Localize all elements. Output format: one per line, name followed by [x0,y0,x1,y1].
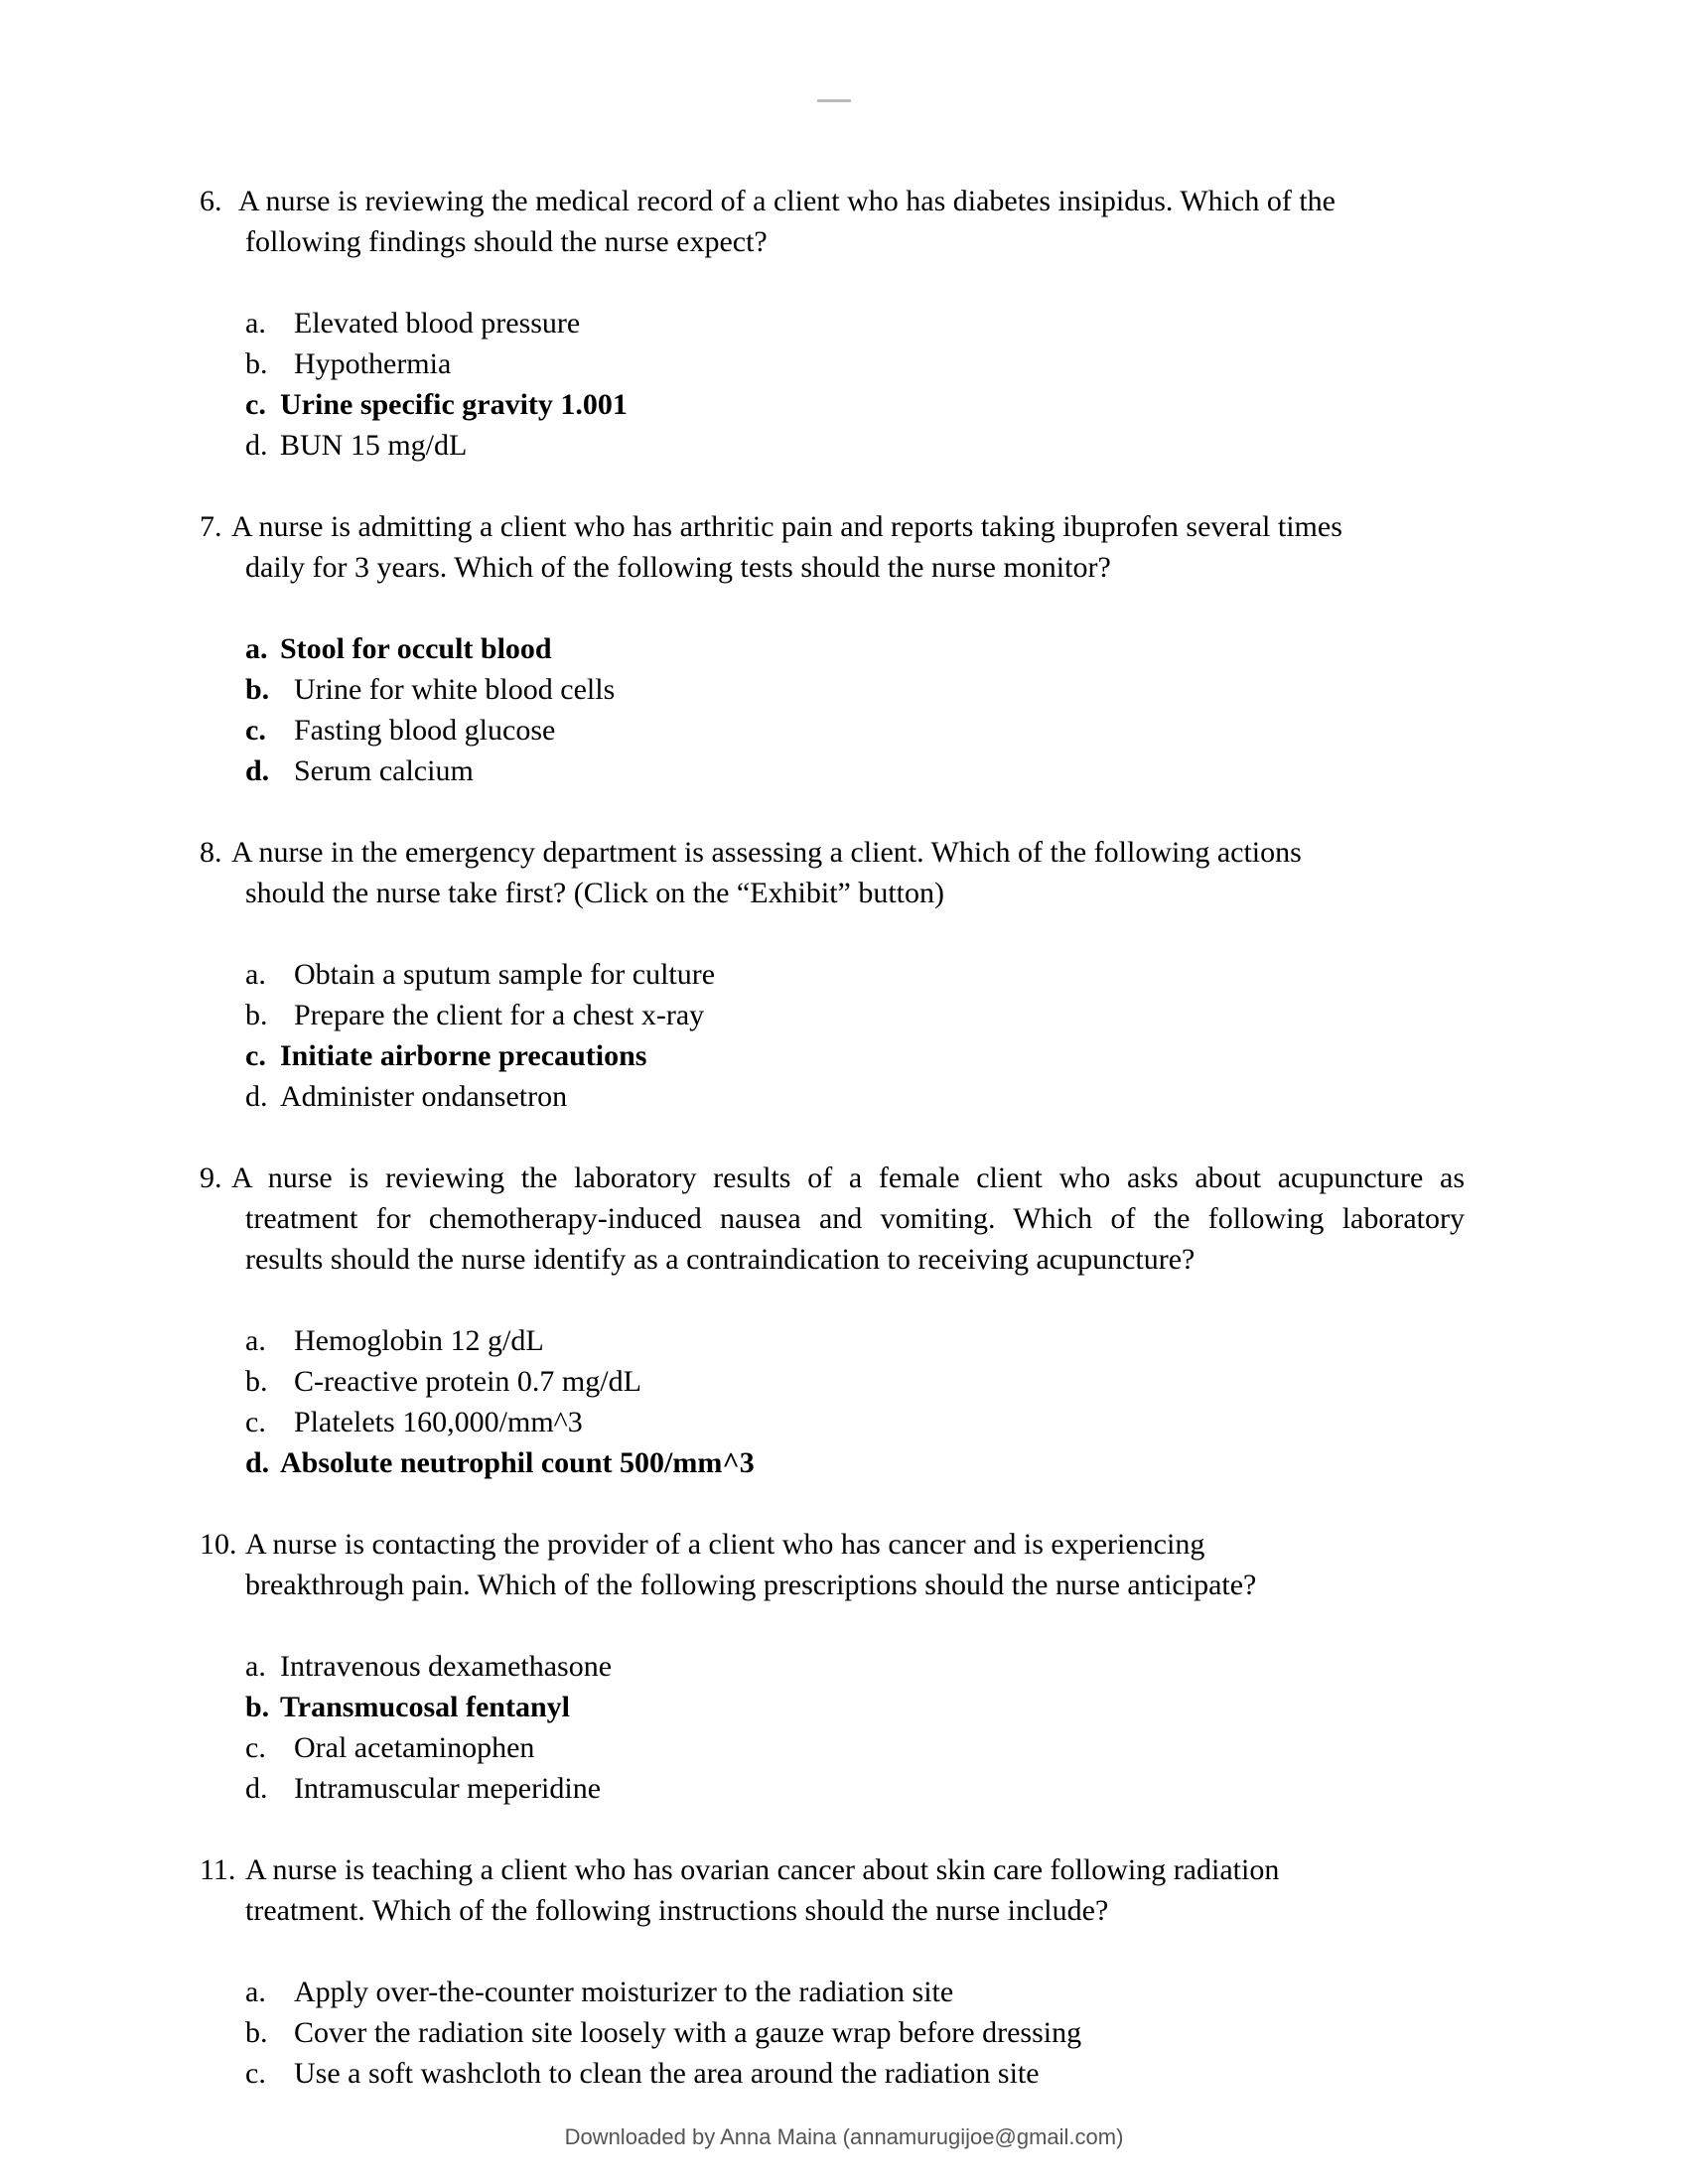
question-10 [0,1524,1688,1849]
question-text: following findings should the nurse expect? [245,225,768,258]
question-line [0,1849,1688,1890]
question-line [0,221,1688,262]
question-9 [0,1158,1688,1524]
option-text: Administer ondansetron [280,1080,568,1113]
question-line [0,1198,1688,1239]
option-letter: c. [245,714,266,747]
option-letter: d. [245,1446,270,1479]
option-text: Serum calcium [294,754,474,787]
option-text: Elevated blood pressure [294,307,581,340]
answer-option-b [0,669,1688,710]
option-text: BUN 15 mg/dL [280,429,468,462]
question-11 [0,1849,1688,2094]
question-text: daily for 3 years. Which of the following tests should the nurse monitor? [245,551,1111,584]
answer-option-b [0,2012,1688,2053]
question-line [0,873,1688,913]
answer-option-b [0,995,1688,1035]
question-line [0,1565,1688,1605]
question-number: 11. [200,1853,236,1886]
question-number: 7. [200,510,222,543]
question-text: A nurse in the emergency department is assessing a client. Which of the following actions [231,836,1302,869]
correct-answer-text: Transmucosal fentanyl [280,1691,570,1723]
option-text: Hemoglobin 12 g/dL [294,1324,544,1357]
correct-answer-text: Absolute neutrophil count 500/mm^3 [280,1446,755,1479]
option-letter: b. [245,673,270,706]
answer-option-a [0,1972,1688,2012]
question-line [0,1890,1688,1931]
question-list [0,181,1688,2094]
option-letter: d. [245,429,268,462]
question-number: 6. [200,185,222,217]
answer-option-a [0,1646,1688,1687]
answer-option-d [0,751,1688,791]
option-letter: a. [245,1976,266,2008]
question-text: breakthrough pain. Which of the following prescriptions should the nurse anticipate? [245,1569,1257,1601]
option-letter: c. [245,1731,266,1764]
option-letter: a. [245,307,266,340]
question-line [0,547,1688,588]
option-letter: c. [245,388,266,421]
question-text: A nurse is admitting a client who has arthritic pain and reports taking ibuprofen several times [231,510,1342,543]
question-text: A nurse is reviewing the medical record of a client who has diabetes insipidus. Which of the [238,185,1336,217]
question-line [0,506,1688,547]
answer-option-c [0,384,1688,425]
question-8 [0,832,1688,1158]
question-number: 10. [200,1528,237,1561]
option-text: C-reactive protein 0.7 mg/dL [294,1365,641,1398]
answer-option-c [0,2053,1688,2094]
answer-option-c [0,1035,1688,1076]
question-line [0,1524,1688,1565]
header-watermark [817,99,851,102]
option-letter: a. [245,1324,266,1357]
option-text: Urine for white blood cells [294,673,616,706]
answer-option-b [0,1361,1688,1402]
question-6 [0,181,1688,506]
question-text: treatment for chemotherapy-induced nausea and vomiting. Which of the following laboratory [245,1202,1465,1235]
correct-answer-text: Stool for occult blood [280,632,552,665]
answer-option-b [0,343,1688,384]
answer-option-c [0,710,1688,751]
answer-option-c [0,1727,1688,1768]
answer-option-a [0,303,1688,343]
option-text: Obtain a sputum sample for culture [294,958,716,991]
option-letter: b. [245,1691,270,1723]
option-letter: b. [245,999,268,1031]
option-text: Fasting blood glucose [294,714,556,747]
question-text: A nurse is contacting the provider of a client who has cancer and is experiencing [245,1528,1205,1561]
correct-answer-text: Initiate airborne precautions [280,1039,647,1072]
option-text: Apply over-the-counter moisturizer to the radiation site [294,1976,954,2008]
option-letter: a. [245,632,268,665]
download-footer: Downloaded by Anna Maina (annamurugijoe@gmail.com) [564,2124,1124,2149]
answer-option-d [0,1768,1688,1809]
option-letter: a. [245,1650,266,1683]
option-letter: c. [245,1406,266,1438]
question-text: A nurse is teaching a client who has ovarian cancer about skin care following radiation [245,1853,1280,1886]
answer-option-c [0,1402,1688,1442]
answer-option-a [0,1320,1688,1361]
question-text: results should the nurse identify as a contraindication to receiving acupuncture? [245,1243,1196,1276]
answer-option-d [0,1076,1688,1117]
question-number: 8. [200,836,222,869]
option-text: Cover the radiation site loosely with a gauze wrap before dressing [294,2016,1082,2049]
option-letter: d. [245,1080,268,1113]
question-line [0,832,1688,873]
option-text: Intramuscular meperidine [294,1772,602,1805]
question-line [0,181,1688,221]
option-text: Oral acetaminophen [294,1731,535,1764]
answer-option-b [0,1687,1688,1727]
answer-option-a [0,954,1688,995]
option-text: Hypothermia [294,347,452,380]
option-letter: c. [245,2057,266,2090]
answer-option-d [0,1442,1688,1483]
question-text: treatment. Which of the following instructions should the nurse include? [245,1894,1109,1927]
option-letter: c. [245,1039,266,1072]
option-text: Use a soft washcloth to clean the area around the radiation site [294,2057,1040,2090]
answer-option-d [0,425,1688,466]
question-number: 9. [200,1161,222,1194]
option-letter: b. [245,2016,268,2049]
question-line [0,1239,1688,1280]
option-text: Platelets 160,000/mm^3 [294,1406,583,1438]
option-letter: d. [245,754,270,787]
answer-option-a [0,628,1688,669]
question-text: should the nurse take first? (Click on the “Exhibit” button) [245,877,945,909]
option-text: Prepare the client for a chest x-ray [294,999,705,1031]
question-line [0,1158,1688,1198]
question-text: A nurse is reviewing the laboratory results of a female client who asks about acupuncture as [231,1161,1465,1194]
option-text: Intravenous dexamethasone [280,1650,613,1683]
option-letter: d. [245,1772,268,1805]
correct-answer-text: Urine specific gravity 1.001 [280,388,628,421]
option-letter: b. [245,347,268,380]
option-letter: b. [245,1365,268,1398]
option-letter: a. [245,958,266,991]
question-7 [0,506,1688,832]
